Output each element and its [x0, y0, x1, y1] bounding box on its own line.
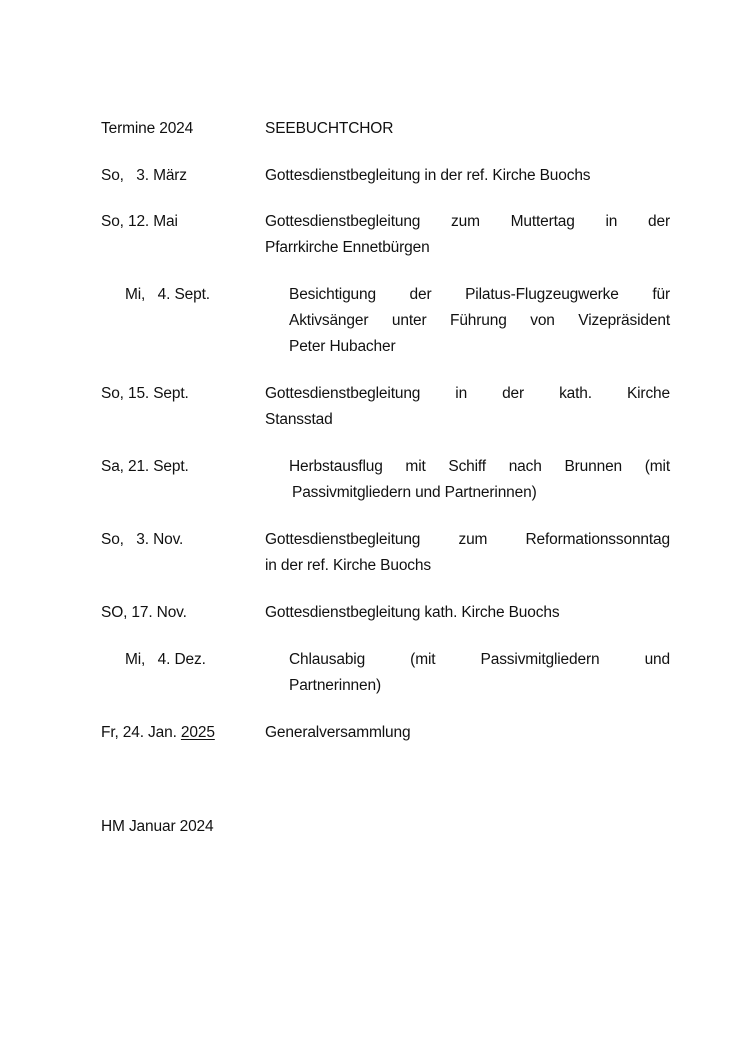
event-description [265, 600, 670, 626]
event-date-text: So, 3. Nov. [101, 531, 184, 548]
footer-signature: HM Januar 2024 [101, 818, 214, 835]
event-date-text: Fr, 24. Jan. [101, 724, 181, 741]
event-description [265, 163, 670, 189]
event-date [101, 209, 178, 235]
event-date-text: So, 12. Mai [101, 213, 178, 230]
event-date-text: So, 15. Sept. [101, 385, 189, 402]
event-date-text: Mi, 4. Dez. [125, 651, 206, 668]
event-description [289, 647, 670, 699]
event-description-line: Besichtigung der Pilatus-Flugzeugwerke für [289, 286, 670, 303]
event-date [125, 647, 206, 673]
event-description [289, 282, 670, 360]
event-description-line: Gottesdienstbegleitung zum Reformationssonntag [265, 531, 670, 548]
event-description-line: Chlausabig (mit Passivmitgliedern und [289, 651, 670, 668]
event-description-line: Gottesdienstbegleitung zum Muttertag in der [265, 213, 670, 230]
event-date [125, 282, 210, 308]
event-description-line: Peter Hubacher [289, 338, 396, 355]
event-description-line: Generalversammlung [265, 724, 411, 741]
event-date-text: Sa, 21. Sept. [101, 458, 189, 475]
event-description-line: Gottesdienstbegleitung kath. Kirche Buochs [265, 604, 560, 621]
event-description-line: in der ref. Kirche Buochs [265, 557, 431, 574]
event-description [265, 720, 670, 746]
event-date-year: 2025 [180, 724, 215, 741]
event-description-line: Partnerinnen) [289, 677, 381, 694]
event-date-text: Mi, 4. Sept. [125, 286, 210, 303]
event-date [101, 720, 215, 746]
event-date-text: So, 3. März [101, 167, 187, 184]
event-description [289, 454, 670, 506]
event-date [101, 163, 187, 189]
event-description [265, 381, 670, 433]
event-description-line: Passivmitgliedern und Partnerinnen) [292, 484, 537, 501]
event-description [265, 209, 670, 261]
event-description-line: Aktivsänger unter Führung von Vizepräsident [289, 312, 670, 329]
event-description [265, 527, 670, 579]
event-description-line: Herbstausflug mit Schiff nach Brunnen (mit [289, 458, 670, 475]
event-description-line: Pfarrkirche Ennetbürgen [265, 239, 430, 256]
event-description-line: Stansstad [265, 411, 333, 428]
choir-title: SEEBUCHTCHOR [265, 120, 394, 137]
event-date [101, 381, 189, 407]
event-date [101, 527, 183, 553]
event-date [101, 600, 187, 626]
schedule-label: Termine 2024 [101, 120, 194, 137]
event-description-line: Gottesdienstbegleitung in der kath. Kirche [265, 385, 670, 402]
event-date-text: SO, 17. Nov. [101, 604, 187, 621]
event-description-line: Gottesdienstbegleitung in der ref. Kirche Buochs [265, 167, 591, 184]
event-date [101, 454, 189, 480]
